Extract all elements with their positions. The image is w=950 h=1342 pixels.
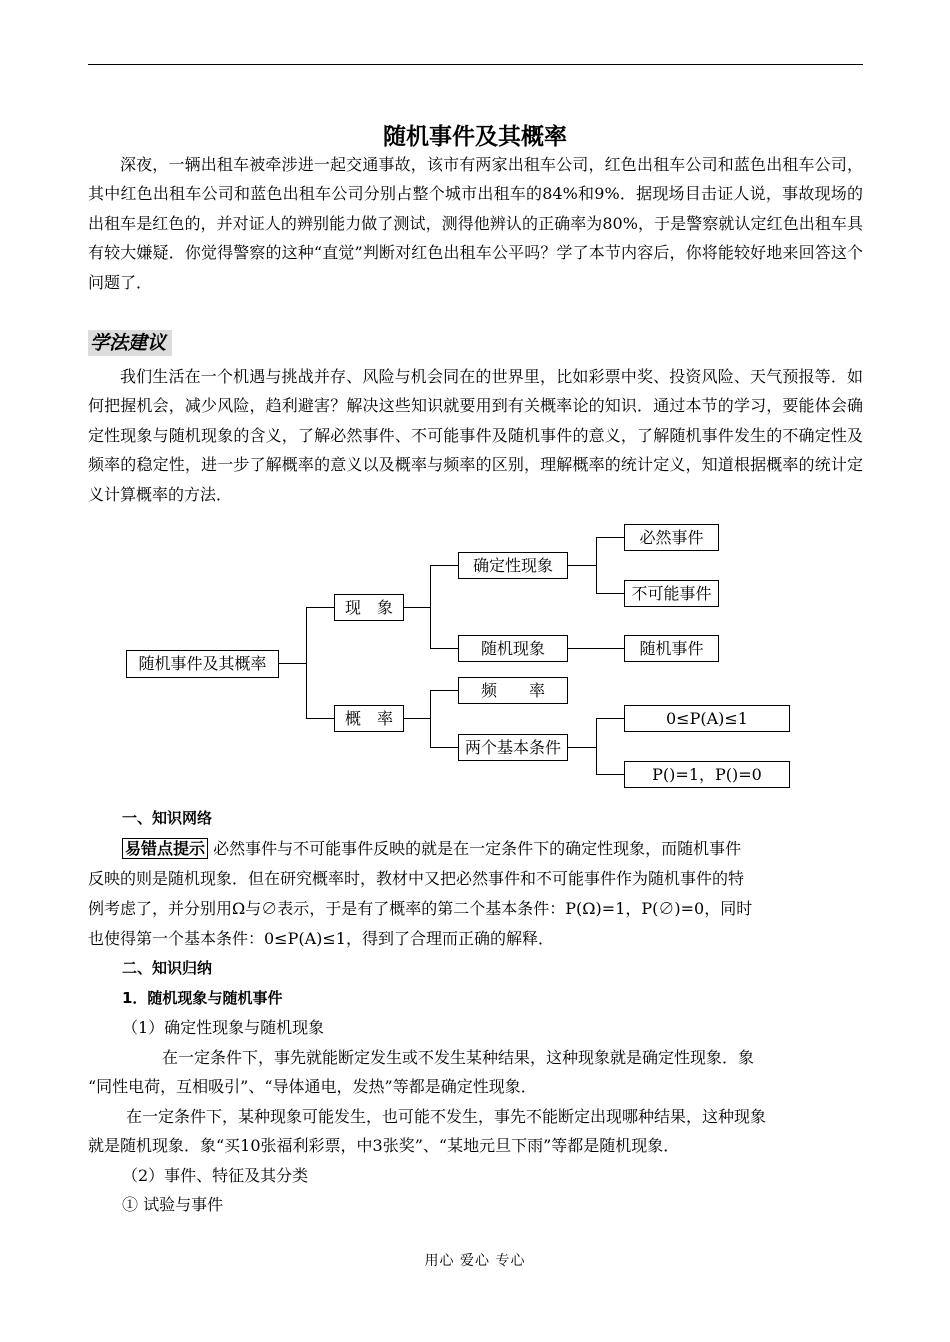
node-random-phenomenon: 随机现象 [458,635,568,662]
random-line-2: 就是随机现象．象“买10张福利彩票，中3张奖”、“某地元旦下雨”等都是随机现象． [88,1136,680,1155]
connector [430,648,458,649]
advice-paragraph: 我们生活在一个机遇与挑战并存、风险与机会同在的世界里，比如彩票中奖、投资风险、天气预报等．如何把握机会，减少风险，趋利避害？解决这些知识就要用到有关概率论的知识．通过本节的学习，要能体会确定性现象与随机现象的含义，了解必然事件、不可能事件及随机事件的意义，了解随机事件发生的不确定性及频率的稳定性，进一步了解概率的意义以及概率与频率的区别，理解概率的统计定义，知道根据概率的统计定义计算概率的方法． [88,367,863,504]
connector [596,537,624,538]
connector [430,690,458,691]
connector [430,747,458,748]
connector [430,565,431,648]
node-two-conditions: 两个基本条件 [458,734,568,761]
intro-paragraph: 深夜，一辆出租车被牵涉进一起交通事故，该市有两家出租车公司，红色出租车公司和蓝色出租车公司，其中红色出租车公司和蓝色出租车公司分别占整个城市出租车的84%和9%．据现场目击证人说，事故现场的出租车是红色的，并对证人的辨别能力做了测试，测得他辨认的正确率为80%，于是警察就认定红色出租车具有较大嫌疑．你觉得警察的这种“直觉”判断对红色出租车公平吗？学了本节内容后，你将能较好地来回答这个问题了． [88,155,863,292]
node-condition-2: P()=1，P()=0 [624,761,790,788]
tip-label: 易错点提示 [122,838,208,859]
tip-text: 必然事件与不可能事件反映的就是在一定条件下的确定性现象，而随机事件 [213,839,742,858]
connector [596,718,624,719]
connector [596,537,597,593]
connector [596,718,597,774]
connector [596,774,624,775]
connector [279,663,306,664]
tip-line-2: 反映的则是随机现象．但在研究概率时，教材中又把必然事件和不可能事件作为随机事件的特 [88,869,745,888]
page-footer: 用心 爱心 专心 [424,1253,526,1269]
random-line-1: 在一定条件下，某种现象可能发生，也可能不发生，事先不能断定出现哪种结果，这种现象 [126,1107,767,1126]
subheading-2: （2）事件、特征及其分类 [122,1166,309,1185]
page-title: 随机事件及其概率 [383,124,567,150]
subheading-3: ① 试验与事件 [122,1195,224,1214]
connector [306,718,334,719]
node-certain-event: 必然事件 [624,524,719,551]
deterministic-line-2: “同性电荷，互相吸引”、“导体通电，发热”等都是确定性现象． [88,1077,537,1096]
node-probability: 概 率 [334,705,404,732]
connector [568,565,596,566]
tip-line-3: 例考虑了，并分别用Ω与∅表示，于是有了概率的第二个基本条件：P(Ω)=1，P(∅)=0，同时 [88,899,753,918]
header-rule [88,64,863,65]
heading-knowledge-network: 一、知识网络 [122,809,213,827]
heading-random-phenomena: 1．随机现象与随机事件 [122,989,283,1007]
node-impossible-event: 不可能事件 [624,580,719,607]
connector [404,607,430,608]
node-root: 随机事件及其概率 [126,650,279,678]
node-frequency: 频 率 [458,677,568,704]
connector [404,718,430,719]
node-deterministic: 确定性现象 [458,552,568,579]
connector [306,607,334,608]
connector [306,607,307,718]
heading-knowledge-summary: 二、知识归纳 [122,959,213,977]
connector [430,690,431,747]
node-condition-1: 0≤P(A)≤1 [624,705,790,732]
node-random-event: 随机事件 [624,635,719,662]
connector [596,593,624,594]
connector [430,565,458,566]
node-phenomenon: 现 象 [334,594,404,621]
connector [568,747,596,748]
deterministic-line-1: 在一定条件下，事先就能断定发生或不发生某种结果，这种现象就是确定性现象．象 [162,1048,755,1067]
section-heading: 学法建议 [88,330,172,356]
tip-line-4: 也使得第一个基本条件：0≤P(A)≤1，得到了合理而正确的解释． [88,929,554,948]
subheading-1: （1）确定性现象与随机现象 [122,1018,325,1037]
tip-line-1 [122,834,741,863]
connector [568,648,624,649]
